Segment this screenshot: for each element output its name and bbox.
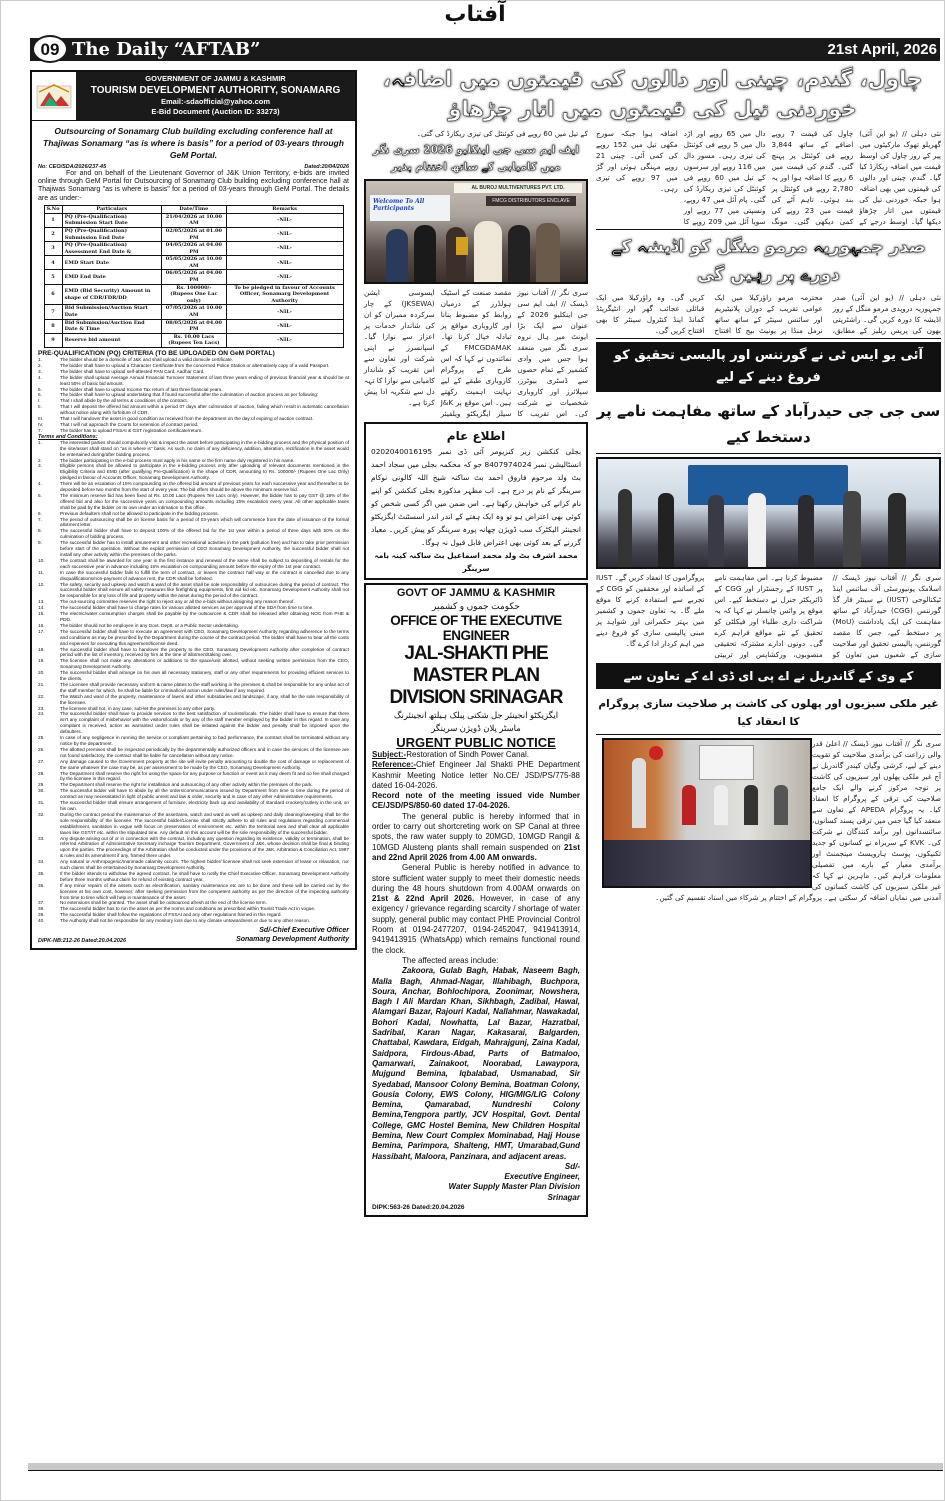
photo-welcome-text: Welcome To All Participants	[370, 195, 450, 221]
kvk-article-text: سری نگر // آفتاب نیوز ڈیسک // اعلیٰ قدر والی زراعت کی برآمدی صلاحیت کو تقویت دینے کے لیے، کرشی وگیان کیندر گاندربل نے آج غیر ملکی پھلوں اور سبزیوں کی کاشت پر توجہ مرکوز کرنے والے ایک جامع صلاحیت کی ترقی کے پروگرام کا انعقاد کیا۔ یہ پروگرام APEDA کے تعاون سے منعقد کیا گیا جس میں ترقی پسند کسانوں، سائنسدانوں اور برآمد کنندگان نے شرکت کی۔ KVK کے سربراہ نے کسانوں کو جدید تکنیکوں، پوسٹ ہارویسٹ مینجمنٹ اور برآمدی معیار کے بارے میں تفصیلی معلومات فراہم کیں۔ ماہرین نے کہا کہ غیر ملکی سبزیوں کی کاشت کسانوں کی آمدنی میں نمایاں اضافہ کر سکتی ہے۔ پروگرام کے اختتام پر شرکاء میں اسناد تقسیم کی گئیں۔	[655, 739, 941, 902]
issue-date: 21st April, 2026	[827, 41, 937, 58]
table-cell: To be pledged in favour of Accounts Officer, Sonamarg Development Authority	[226, 284, 343, 305]
terms-heading: Terms and Conditions:	[38, 433, 98, 440]
urdu-notice-body: بجلی کنکشن زیر کنزیومر آئی ڈی نمبر 0202040016195 انسٹالیشن نمبر 8407974024 جو کہ محکمہ بجلی میں سجاد احمد بٹ ولد مرحوم فاروق احمد بٹ ساکنہ شیخ اللہ کالونی نوکام سرینگر کے نام پر درج ہے۔ اب مظہر مذکورہ بجلی کنکشن کو اپنے نام کرانے کی خواہش رکھتا ہے۔ اس ضمن میں اگر کسی شخص کو کوئی بھی اعتراض ہو تو وہ ایک ہفتے کے اندر اندر اسسٹنٹ ایگزیکٹو انجینئر الیکٹرک سب ڈویژن چھانہ پورہ سرینگر کو پیش کریں۔ معیاد گزرنے کے بعد کوئی بھی اعتراض قابل قبول نہ ہوگا۔	[371, 447, 582, 547]
table-cell: Rs. 10.00 Lacs (Rupees Ten Lacs)	[162, 333, 227, 347]
fmcg-article-text: سری نگر // آفتاب نیوز ڈیسک // ایف ایم سی جی اینکلیو 2026 کے عنوان سے ایک بڑا ایونٹ میر ہال نروہ سری نگر میں منعقد ہوا جس میں وادی کشمیر کے تمام حصوں سے ڈسٹری بیوٹرز، سپلائرز اور کاروباری شخصیات نے شرکت کی۔ اس تقریب کا مقصد صنعت کے اسٹیک ہولڈرز کے درمیان روابط کو مضبوط بنانا اور کاروباری مواقع پر تبادلہ خیال کرنا تھا۔ FMCGDAMAK کے نمائندوں نے کہا کہ اس طرح کے پروگرام کاروباری طبقے کے لیے نہایت اہمیت رکھتے ہیں۔ اس موقع پر J&K سیلز ایگزیکٹو ویلفیئر ایسوسی ایشن (JKSEWA) کے چار سرکردہ ممبران کو ان کی شاندار خدمات پر اعزاز سے نوازا گیا۔ اسپانسرز نے اپنی شرکت اور تعاون سے اس تقریب کو شاندار کامیابی سے نوازا کا تہہ دل سے شکریہ ادا پیش کرتا ہے۔	[364, 288, 588, 418]
table-header: S.No	[44, 206, 62, 214]
ad-dated: Dated:20/04/2026	[304, 163, 349, 170]
ad-dipk: DIPK-NB:212-26 Dated:20.04.2026	[38, 938, 127, 945]
item-number: 3.	[38, 368, 42, 374]
urdu-notice-title: اطلاع عام	[446, 429, 506, 443]
jks-sd: Sd/-	[564, 1161, 580, 1171]
item-number: 23.	[38, 705, 45, 711]
jks-sign-1: Executive Engineer,	[504, 1172, 580, 1182]
list-item	[38, 747, 349, 759]
item-number: 16.	[38, 622, 45, 628]
table-header: Particulars	[62, 206, 161, 214]
item-number: 24.	[38, 711, 45, 717]
prices-article-tail: کے تیل میں 60 روپے فی کوئنٹل کی تیزی ریکارڈ کی گئی۔	[416, 129, 588, 138]
table-cell: EMD End Date	[62, 270, 161, 284]
list-item	[38, 517, 349, 529]
urdu-logo: آفتاب	[444, 2, 506, 27]
item-text: The successful bidder has to install amusement and other recreational activities in the park (pollution free) and has to take prior permission before start of the operation. Without the explicit permission of CEO Sonamarg Development Authority, the successful bidder shall not install any other activity within the premises of the parks.	[60, 540, 349, 557]
list-item	[38, 658, 349, 670]
item-text: The successful bidder shall have to execute an agreement with CEO, Sonamarg Development Authority regarding adherence to the terms and conditions as may be prescribed by the Department during the course of the contract period. The bidder shall have to bear all the costs and expenses for executing this agreement/license deed.	[60, 628, 349, 646]
ad-title: Outsourcing of Sonamarg Club building excluding conference hall at Thajiwas Sonamarg “as is where is basis” for a period of 03-years through GeM Portal.	[43, 125, 344, 160]
item-number: 7.	[38, 427, 42, 433]
item-number: 18.	[38, 646, 45, 652]
ad-ebid: E-Bid Document (Auction ID: 33273)	[151, 107, 280, 116]
table-row	[44, 333, 343, 347]
list-item	[38, 629, 349, 647]
item-number: 1.	[38, 439, 42, 445]
list-item	[38, 836, 349, 860]
item-text: The successful bidder shall arrange on his own all necessary stationery, staff or any other requirements for providing efficient services to the clients.	[60, 670, 349, 682]
table-cell: EMD Start Date	[62, 256, 161, 270]
award-plaque	[456, 237, 468, 255]
item-text: The successful bidder shall have to handover the property to the CEO, Sonamarg Development Authority after completion of contract period with the list of inventory, received by him at the time of allotment/taking over.	[60, 646, 349, 658]
jks-reference-label: Reference:-	[372, 760, 417, 770]
table-cell: 04/05/2026 at 04.00 PM	[162, 242, 227, 256]
table-row	[44, 242, 343, 256]
item-text: The Authority shall not be responsible for any monitory loss due to any climate untowardness or due to any other reason.	[60, 918, 311, 924]
table-cell: -NIL-	[226, 213, 343, 227]
list-item	[38, 788, 349, 800]
table-cell: -NIL-	[226, 256, 343, 270]
list-item	[38, 735, 349, 747]
table-cell: PQ (Pre-Qualification) Assessment End Date &	[62, 242, 161, 256]
list-item	[38, 670, 349, 682]
list-item	[38, 570, 349, 582]
kvk-band-headline: کے وی کے گاندربل نے اے پی ای ڈی اے کے تعاون سے	[596, 663, 941, 689]
item-number: 27.	[38, 758, 45, 764]
urdu-public-notice	[364, 422, 588, 580]
item-number: 34.	[38, 859, 45, 865]
list-item	[38, 611, 349, 623]
item-number: 29.	[38, 782, 45, 788]
jks-para-2: General Public is hereby notified in advance to store sufficient water supply to meet their domestic needs during the 48 hours shutdown from 4.00AM onwards on	[372, 863, 580, 893]
item-text: The successful bidder has to run the asset as per the norms and conditions as prescribed within Tourist Trade Act in vogue.	[60, 906, 316, 912]
item-number: 6.	[38, 510, 42, 516]
table-row	[44, 256, 343, 270]
item-number: 39.	[38, 912, 45, 918]
item-text: The Watch and ward of the property, maintenance of lawns and other subsidiaries and landscape, if any, shall be the sole responsibility of the licensee.	[60, 693, 349, 705]
ad-email: Email:-sdaofficial@yahoo.com	[160, 96, 270, 106]
list-item	[38, 771, 349, 783]
item-number: 5.	[38, 386, 42, 392]
item-number: 8.	[38, 528, 42, 534]
president-article: نئی دہلی // (یو این آئی) صدر جمہوریہ دروپدی مرمو منگل کے روز اڈیشہ کا دورہ کریں گی۔ راشٹرپتی بھون کی پریس ریلیز کے مطابق، محترمہ مرمو راؤرکیلا میں ایک عوامی تقریب کے دوران پلانیٹیریم اور سائنس سینٹر کے ساتھ ساتھ نرمل منڈا پر یونیٹ بیج کا افتتاح کریں گی۔ وہ راؤرکیلا میں ایک قبائلی عجائب گھر اور انٹیگریٹڈ کمانڈ اینڈ کنٹرول سینٹر کا بھی افتتاح کریں گی۔	[596, 292, 941, 339]
fmcg-event-photo	[364, 179, 588, 284]
item-text: The bidder should be a domicile of J&K and shall upload a valid domicile certificate.	[60, 357, 234, 362]
fmcg-article	[364, 287, 588, 419]
item-text: The period of outsourcing shall be on license basis for a period of 03-years which will commence from the date of issuance of the formal allotment letter.	[60, 516, 349, 528]
table-row	[44, 319, 343, 333]
list-item	[38, 711, 349, 735]
item-number: 1.	[38, 357, 42, 362]
item-number: 40.	[38, 918, 45, 924]
table-row	[44, 305, 343, 319]
jks-subject-label: Subject:-	[372, 750, 407, 759]
list-item	[38, 558, 349, 570]
item-text: Eligible persons shall be allowed to participate in the e-bidding process only after uploading of relevant documents mentioned in the Eligibility Criteria and EMD (after qualifying Pre-Qualification) in the shape of CDR, amounting to Rs. 100000/- (Rupees One Lac Only) pledged in favour of Accounts Officer, Sonamarg Development Authority.	[60, 463, 349, 481]
table-cell: -NIL-	[226, 305, 343, 319]
right-column	[596, 128, 941, 1217]
ad-gov: GOVERNMENT OF JAMMU & KASHMIR	[145, 74, 286, 83]
item-text: The allotted premises shall be inspected periodically by the departmentally authorized officers and in case the services of the licensee are not found satisfactory, the contract shall be liable for cancellation without any notice.	[60, 746, 349, 758]
table-cell: -NIL-	[226, 270, 343, 284]
item-text: If any minor repairs of the assets such as electrification, sanitary maintenance etc are to be done and these will be carried out by the licensee at his own cost, however, after seeking permission from the competent authority as per the direction of the impecting authority from time to time which will help in maintenance of the asset.	[60, 882, 349, 900]
main-headline: چاول، گندم، چینی اور دالوں کی قیمتوں میں اضافہ، خوردنی تیل کی قیمتوں میں اتار چڑھاؤ	[382, 67, 923, 121]
item-text: The bidder should not be employee in any Govt. Deptt. or a Public Sector undertaking.	[60, 622, 240, 628]
jks-sign-2: Water Supply Master Plan Division	[448, 1182, 580, 1192]
table-cell: PQ (Pre-Qualification) Submission End Date	[62, 227, 161, 241]
item-text: Any damage caused to the Government property at the site will invite penalty amounting to double the cost of damage or replacement of the same whatever the case may be, as per assessment to be made by the CEO, Sonamarg Development Authority.	[60, 758, 349, 770]
item-text: Any dispute arising out of or in connection with the contract, including any question regarding its existence, validity or termination, shall be referred Arbitration of Administrative Secretary incharge Tourism Department, Government of J&K, whose decision shall be final & binding upon the parties. The proceedings of the Arbitration shall be conducted under the provisions of the J&K, Arbitration & Conciliation Act, 1997 & rules and its amendment if any, framed there under.	[60, 835, 349, 859]
item-text: The licensee shall not make any alterations or additions to the space/unit allotted, without seeking written permission from the CEO, Sonamarg Development Authority.	[60, 658, 349, 670]
schedule-table	[44, 205, 344, 348]
item-text: In case the successful bidder fails to fulfill the term of contract, or leaves the contract half way or the contract is cancelled due to any disqualifications/non-payment of advance rent, the CDR shall be forfeited.	[60, 569, 349, 581]
table-cell: 4	[44, 256, 62, 270]
item-text: The Department shall reserve the right for installation and outsourcing of any other activity within the premises of the park.	[60, 782, 313, 788]
paper-name: The Daily “AFTAB”	[72, 39, 261, 60]
item-number: 15.	[38, 611, 45, 617]
list-item	[38, 694, 349, 706]
iust-article: سری نگر // آفتاب نیوز ڈیسک // اسلامک یونیورسٹی آف سائنس اینڈ ٹیکنالوجی (IUST) نے سینٹر فار گڈ گورننس (CGG) حیدرآباد کے ساتھ مفاہمت کی ایک یادداشت (MoU) پر دستخط کیے، جس کا مقصد گورننس، پالیسی تحقیق اور صلاحیت سازی کے شعبوں میں تعاون کو مضبوط کرنا ہے۔ اس مفاہمت نامے پر IUST کے رجسٹرار اور CGG کے ڈائریکٹر جنرل نے دستخط کیے۔ اس موقع پر وائس چانسلر نے کہا کہ یہ شراکت داری طلباء اور فیکلٹی کو تحقیق کے نئے مواقع فراہم کرے گی۔ دونوں ادارے مشترکہ تحقیقی منصوبوں، ورکشاپس اور تربیتی پروگراموں کا انعقاد کریں گے۔ IUST کے اساتذہ اور محققین کو CGG کے تجربے سے استفادہ کرنے کا موقع ملے گا۔ یہ تعاون جموں و کشمیر میں بہتر حکمرانی اور شواہد پر مبنی پالیسی سازی کو فروغ دینے میں اہم کردار ادا کرے گا۔	[596, 573, 941, 659]
table-cell: Rs. 100000/- (Rupees One Lac only)	[162, 284, 227, 305]
jks-subject: Restoration of Sindh Power Canal.	[406, 750, 529, 759]
jks-dipk: DIPK:563-26 Dated:20.04.2026	[372, 1204, 465, 1212]
item-text: During the contract period the maintenance of the asset/area, watch and ward as well as upkeep and daily cleaning/sweeping shall be the sole responsibility of the licensee. The successful bidder/License shall strictly adhere to all rules and regulations regarding commercial establishment, sanitation in vogue with focus on preservation of environment etc. within the territorial area and shall clear all applicable taxes like GST/IT etc. within the stipulated time. Any default on this account will be the sole responsibility of the successful bidder.	[60, 811, 349, 835]
item-number: 32.	[38, 811, 45, 817]
item-text: The bidder shall upload Average Annual Financial Turnover Statement of last three years ending of previous financial year & should be at least 50% of basic bid amount.	[60, 374, 349, 386]
item-text: The Licensee shall provide necessary uniform & name plates to the staff working in the premises & shall be responsible for any unfair act of the staff member for which, he shall be liable for criminal/civil action under rules/law if any required.	[60, 681, 349, 693]
item-number: III.	[38, 416, 44, 422]
jks-affected-areas: Zakoora, Gulab Bagh, Habak, Naseem Bagh, Malla Bagh, Ahmad-Nagar, Illahibagh, Buchpora, Soura, Anchar, Bohlochipora, Zoonimar, Nowshera, Bagh I Ali Mardan Khan, Sikhbagh, Zadibal, Hawal, Alamgari Bazar, Rajouri Kadal, Nallahmar, Nawakadal, Bohori Kadal, Nowhatta, Lal Bazar, Hazratbal, Sadribal, Karan Nagar, Kakasarai, Balgarden, Chattabal, Kawdara, Eidgah, Mahrajgunj, Zaina Kadal, Saidpora, Firdous-Abad, Parts of Batmaloo, Qamarwari, Zainakoot, Noorabad, Lawaypora, Mujgund Bemina, Iqbalabad, Usmanabad, Sir Syedabad, Mansoor Colony Bemina, Boatman Colony, Gousia Colony, EWS Colony, HIG/MIG/LIG Colony Bemina, Qamarabad, Nundreshi Colony Bemina,Tengpora partly, JCV Hospital, Govt. Dental College, GMC Hostel Bemina, New Children Hospital Bemina, New Court Complex Mominabad, Hajj House Bemina, Parimpora, Shalteng, HMT, Umarabad,Gund Hassibaht, Maloora, Panzinara, and adjacent areas.	[372, 966, 580, 1161]
item-number: 7.	[38, 516, 42, 522]
jks-gov: GOVT OF JAMMU & KASHMIR	[396, 587, 556, 599]
item-text: The successful bidder shall have to charge rates for various allotted services as per approval of the SDA from time to time.	[60, 605, 314, 611]
sda-logo-icon	[32, 72, 76, 120]
jks-para-1: The general public is hereby informed that in order to carry out shortcreting work on SP Canal at three spots, the raw water supply to 20MGD, 10MGD Rangil & 10MGD Alusteng plants shall remain suspended on	[372, 811, 580, 852]
fmcg-headline: ایف ایم سی جی اینکلیو 2026 سری نگر میں کامیابی کے ساتھ اختتام پذیر	[373, 144, 579, 173]
item-text: The successful bidder shall follow the regulations of FSSAI and any other regulations framed in this regard.	[60, 912, 282, 918]
table-cell: EMD (Bid Security) Amount in shape of CDR/FDR/DD	[62, 284, 161, 305]
jks-control-room: However, in case of any exigency / grievance regarding scarcity / shortage of water supply, general public may contact PHE Provincial Control Room at 0194-2477207, 0194-2452047, 9419413914, 9419413915 (WhatsApp) which remains functional round the clock.	[372, 894, 580, 955]
list-item	[38, 404, 349, 416]
jks-areas-label: The affected areas include:	[402, 955, 499, 965]
bottom-strip	[28, 1463, 943, 1471]
table-cell: 8	[44, 319, 62, 333]
ad-intro: For and on behalf of the Lieutenant Governor of J&K Union Territory, e-bids are invited online through GeM Portal for Outsourcing of Sonamarg Club building excluding conference hall at Thajiwas Sonamarg "as is where is basis" for a period of 03-years through GeM Portal. The details are as under:-	[38, 169, 349, 202]
item-number: I.	[38, 398, 41, 404]
item-text: The out-sourcing committee reserves the right to reject any or all the e-bids without assigning any reason thereof.	[60, 599, 295, 605]
list-item	[38, 528, 349, 540]
item-number: 31.	[38, 800, 45, 806]
item-text: That I will not approach the Courts for extension of contract period.	[60, 421, 199, 427]
item-number: II.	[38, 404, 42, 410]
news-area	[364, 64, 941, 1217]
table-cell: Reserve bid amount	[62, 333, 161, 347]
item-number: 21.	[38, 681, 45, 687]
terms-list	[38, 440, 349, 924]
photo-fmcg-text: FMCG DISTRIBUTORS ENCLAVE	[486, 196, 576, 206]
president-headline: صدر جمہوریہ مرمو منگل کو اڈیشہ کے دورے پر رہیں گی	[611, 237, 926, 285]
item-number: IV.	[38, 421, 44, 427]
jks-reference: Chief Engineer Jal Shakti PHE Department Kashmir Meeting Notice letter No.CE/ JSD/PS/775-88 dated 16-04-2026.	[372, 760, 580, 790]
table-cell: 06/05/2026 at 04.00 PM	[162, 270, 227, 284]
item-number: 6.	[38, 392, 42, 398]
pq-heading: PRE-QUALIFICATION (PQ) CRITERIA (TO BE UPLOADED ON GeM PORTAL)	[38, 350, 275, 357]
item-number: 2.	[38, 457, 42, 463]
table-row	[44, 284, 343, 305]
table-cell: 1	[44, 213, 62, 227]
urdu-notice-signature: محمد اشرف بٹ ولد محمد اسماعیل بٹ ساکنہ کینہ بامہ سرینگر	[374, 551, 578, 573]
item-number: 3.	[38, 463, 42, 469]
item-number: 26.	[38, 746, 45, 752]
list-item	[38, 540, 349, 558]
jks-urdu-office: ایگزیکٹو انجینئر جل شکتی پبلک ہیلتھ انجینئرنگ ماسٹر پلان ڈویژن سرینگر	[393, 710, 559, 733]
item-number: 37.	[38, 900, 45, 906]
table-cell: 3	[44, 242, 62, 256]
table-cell: 9	[44, 333, 62, 347]
prices-article: نئی دہلی // (یو این آئی) گھریلو تھوک مارکیٹوں میں پیر کے روز چاول کی اوسط قیمت میں اضافہ ریکارڈ کیا گیا۔ گندم، چینی اور دالوں کی قیمتوں میں بھی اضافہ ہوا جبکہ خوردنی تیل کی قیمتوں میں اتار چڑھاؤ دیکھا گیا۔ اوسط درجے کے چاول کی قیمت 7 روپے اضافے کے ساتھ 3,844 روپے فی کوئنٹل پر پہنچ گئی۔ گندم کی قیمت میں 6 روپے کا اضافہ ہوا اور یہ 2,780 روپے فی کوئنٹل پر بند ہوئی۔ تاہم آٹے کی قیمت میں 23 روپے کی کمی دیکھی گئی۔ مونگ دال میں 65 روپے اور اڑد دال میں 5 روپے فی کوئنٹل کی تیزی رہی۔ مسور دال میں 116 روپے اور سرسوں کے تیل میں 60 روپے فی کوئنٹل کی تیزی ریکارڈ کی گئی۔ پام آئل میں 47 روپے، ونسپتی میں 77 روپے اور سویا آئل میں 209 روپے کا اضافہ ہوا جبکہ سورج مکھی تیل میں 152 روپے کی کمی آئی۔ چینی 21 روپے مہنگی ہوئی اور گڑ میں 97 روپے کی تیزی رہی۔	[596, 128, 941, 230]
item-number: 9.	[38, 540, 42, 546]
item-number: 2.	[38, 362, 42, 368]
ad-header	[32, 72, 355, 121]
item-text: That I will handover the asset in good condition as received from the department on the day of expiring of auction contract.	[60, 416, 314, 422]
item-text: That I shall abide by the all terms & conditions of the contract.	[60, 398, 188, 404]
table-row	[44, 270, 343, 284]
table-header: Date/Time	[162, 206, 227, 214]
table-cell: 05/05/2026 at 10.00 AM	[162, 256, 227, 270]
item-text: The successful bidder shall have to provide services to the best satisfaction of tourists/locals. The bidder shall have to ensure that there isn't any complaint of misbehavior with the visitors/locals or by any of the staff member employed by the bidder in this regard. In case any complaint is received, action as warranted under rules shall be initiated against the bidder and penalty shall be imposed upon the defaulters.	[60, 711, 349, 735]
ad-signatory-org: Sonamarg Development Authority	[236, 936, 349, 944]
item-text: Previous defaulters shall not be allowed to participate in the bidding process.	[60, 510, 219, 516]
middle-column	[364, 128, 588, 1217]
item-number: 28.	[38, 770, 45, 776]
item-number: 4.	[38, 374, 42, 380]
item-number: 13.	[38, 599, 45, 605]
iust-subheadline: سی جی جی حیدرآباد کے ساتھ مفاہمت نامے پر دستخط کیے	[596, 395, 941, 454]
item-number: 38.	[38, 906, 45, 912]
item-text: The successful bidder shall ensure arrangement of furniture, electricity back up and availability of standard crockery/cutlery in the unit, on his own.	[60, 800, 349, 811]
table-cell: -NIL-	[226, 242, 343, 256]
jks-para-1-dates: 21st and 22nd April 2026 from 4.00 AM onwards.	[372, 842, 580, 862]
item-text: That I will deposit the offered bid amount within a period 07 days after culmination of auction, failing which result in automatic cancellation without notice along with forfeiture of CDR.	[60, 404, 349, 416]
list-item	[38, 375, 349, 387]
item-text: In case of any negligence in running the service or compliant pertaining to bad performance, the contract shall be terminated without any notice by the department.	[60, 735, 349, 746]
pq-list	[38, 357, 349, 434]
photo-banner-text: AL BUROJ MULTIVENTURES PVT. LTD.	[454, 183, 582, 193]
list-item	[38, 859, 349, 871]
list-item	[38, 463, 349, 481]
table-cell: Bid Submission/Auction End Date & Time	[62, 319, 161, 333]
jal-shakti-notice	[364, 583, 588, 1217]
item-number: 20.	[38, 670, 45, 676]
item-text: The electric/water consumption charges shall be payable by the outsourcee & CDR shall be released after obtaining NOC from PHE & PDD.	[60, 611, 349, 622]
page-number: 09	[32, 35, 68, 63]
item-text: If the bidder intends to withdraw the agreed contract, he shall have to notify the Chief Executive Officer, Sonamarg Development Authority before three months without claim for refund of existing contract year.	[60, 870, 349, 882]
item-number: 12.	[38, 581, 45, 587]
jks-division-2: DIVISION SRINAGAR	[389, 687, 563, 708]
kvk-event-photo	[602, 738, 812, 888]
jks-division-1: JAL-SHAKTI PHE MASTER PLAN	[404, 643, 548, 686]
item-number: 35.	[38, 870, 45, 876]
table-cell: -NIL-	[226, 319, 343, 333]
item-number: 30.	[38, 788, 45, 794]
item-number: 36.	[38, 882, 45, 888]
item-number: 33.	[38, 835, 45, 841]
item-number: 4.	[38, 481, 42, 487]
table-cell: Bid Submission/Auction Start Date	[62, 305, 161, 319]
item-text: No extensions shall be granted. The asset shall be outsourced afresh at the end of the license term.	[60, 900, 267, 906]
item-text: Any natural or Anthropogenic/manmade calamity occurs. The highest bidder/ licensee shall not seek extension of lease or relaxation, nor such claims shall be entertained by Sonamarg Development Authority.	[60, 859, 349, 871]
table-row	[44, 227, 343, 241]
iust-band-headline: آئی یو ایس ٹی نے گورننس اور پالیسی تحقیق کو فروغ دینے کے لیے	[596, 342, 941, 392]
item-text: The contract shall be awarded for one year in the first instance and renewal of the same shall be subject to depositing of rentals for the each successive year in advance including 15% escalation on compounding amount before the expiry of the 1st year contract.	[60, 557, 349, 569]
list-item	[38, 871, 349, 883]
list-item	[38, 918, 349, 924]
item-number: 14.	[38, 605, 45, 611]
table-cell: PQ (Pre-Qualification) Submission Start Date	[62, 213, 161, 227]
item-number: 11.	[38, 569, 45, 575]
ad-ref-no: No: CEO/SDA/2026/237-45	[38, 163, 107, 170]
list-item	[38, 812, 349, 836]
item-text: The successful bidder shall have to deposit 100% of the offered bid for the 1st year within a period of three days with 50% on the culmination of bidding process.	[60, 528, 349, 540]
table-cell: -NIL-	[226, 333, 343, 347]
item-text: The bidder has to upload FSSAI & GST registration certificate/return.	[60, 427, 203, 433]
kvk-logo-icon	[649, 746, 663, 760]
item-text: The bidder participating in the e-bid process must apply in his name or the firm name duly registered in his name.	[60, 457, 295, 463]
jks-office: OFFICE OF THE EXECUTIVE ENGINEER	[390, 613, 562, 643]
item-text: The successful bidder will have to abide by all the orders/communications issued by Department from time to time during the period of contract as may necessitated in light of public unrest and law & order, security and in case of any other Administrative requirements.	[60, 788, 349, 800]
item-number: 25.	[38, 735, 45, 741]
table-row	[44, 213, 343, 227]
projector-screen	[699, 745, 754, 780]
table-cell: 07/05/2026 at 10.00 AM	[162, 305, 227, 319]
item-text: The licensee shall not, in any case, sub-let the premises to any other party.	[60, 705, 216, 711]
tender-advertisement	[30, 70, 357, 950]
item-number: 19.	[38, 658, 45, 664]
list-item	[38, 493, 349, 511]
item-text: The bidder shall have to upload undertaking that if found successful after the culmination of auction process as per following:	[60, 392, 319, 398]
item-text: The bidder shall have to upload self-attested PAN Card, Aadhar Card.	[60, 368, 205, 374]
jks-para-2-dates: 21st & 22nd April 2026.	[372, 894, 475, 904]
list-item	[38, 682, 349, 694]
table-cell: 21/04/2026 at 10.00 AM	[162, 213, 227, 227]
item-number: 22.	[38, 693, 45, 699]
item-number: 17.	[38, 628, 45, 634]
item-text: The bidder shall have to upload Income Tax return of last three financial years.	[60, 386, 223, 392]
list-item	[38, 883, 349, 901]
iust-mou-photo	[596, 457, 941, 569]
list-item	[38, 440, 349, 458]
table-cell: -NIL-	[226, 227, 343, 241]
list-item	[38, 759, 349, 771]
item-text: The safety, security and upkeep and watch & ward of the asset shall be sole responsibility of outsourcee during the period of contract. The successful bidder shall ensure all safety measures like firefighting equipments, first aid kid etc. Sonamarg Development Authority shall not be responsible for any loss of life and property within the asset during the period of the contract.	[60, 581, 349, 599]
item-number: 5.	[38, 492, 42, 498]
list-item	[38, 647, 349, 659]
item-text: There will be an escalation of 15% compounding on the offered bid amount of previous years for each successive year and thereafter to be deposited before two months from the start of every year. The bid offers should be above the minimum reserve bid.	[60, 481, 349, 493]
table-cell: 02/05/2026 at 01.00 PM	[162, 227, 227, 241]
jks-record-note: Record note of the meeting issued vide Number CE/JSD/PS/850-60 dated 17-04-2026.	[372, 791, 580, 811]
kvk-subheadline: غیر ملکی سبزیوں اور پھلوں کی کاشت پر صلاحیت سازی پروگرام کا انعقاد کیا	[596, 692, 941, 735]
jks-gov-urdu: حکومت جموں و کشمیر	[432, 601, 520, 611]
list-item	[38, 481, 349, 493]
jks-sign-3: Srinagar	[547, 1192, 580, 1202]
item-text: The minimum reserve bid has been fixed at Rs. 10.00 Lacs (Rupees Ten Lacs only). However, the bidder has to pay GST @ 18% of the offered bid and also for the successive years on compounding amounts including 15% escalation every year. All other applicable taxes shall be paid by the bidder on its own under an intimation to this office.	[60, 492, 349, 510]
kvk-article	[596, 738, 941, 903]
item-text: The Department shall reserve the right for using the space for any purpose or function or event as it may deem fit and no fee shall charged by the licensee in this regard.	[60, 770, 349, 782]
table-cell: 08/05/2026 at 04.00 PM	[162, 319, 227, 333]
prices-article-continued	[364, 128, 588, 139]
table-cell: 2	[44, 227, 62, 241]
item-number: 10.	[38, 557, 45, 563]
table-cell: 5	[44, 270, 62, 284]
list-item	[38, 800, 349, 812]
jks-notice-title: URGENT PUBLIC NOTICE	[396, 735, 556, 750]
list-item	[38, 582, 349, 600]
item-text: The bidder shall have to upload a Character Certificate from the concerned Police Station or alternatively copy of a valid Passport.	[60, 362, 330, 368]
ad-authority: TOURISM DEVELOPMENT AUTHORITY, SONAMARG	[90, 84, 341, 96]
ad-signatory: Sd/-Chief Executive Officer	[259, 927, 349, 935]
table-cell: 6	[44, 284, 62, 305]
table-cell: 7	[44, 305, 62, 319]
table-header: Remarks	[226, 206, 343, 214]
item-text: The interested parties should compulsorily visit & inspect the asset before participating in the e-bidding process and the physical position of the site/asset shall stand on "as is where is" basis. As such, no claim of any deficiency, addition, alteration, rectification in the asset would be entertained during/after bidding process.	[60, 439, 349, 457]
